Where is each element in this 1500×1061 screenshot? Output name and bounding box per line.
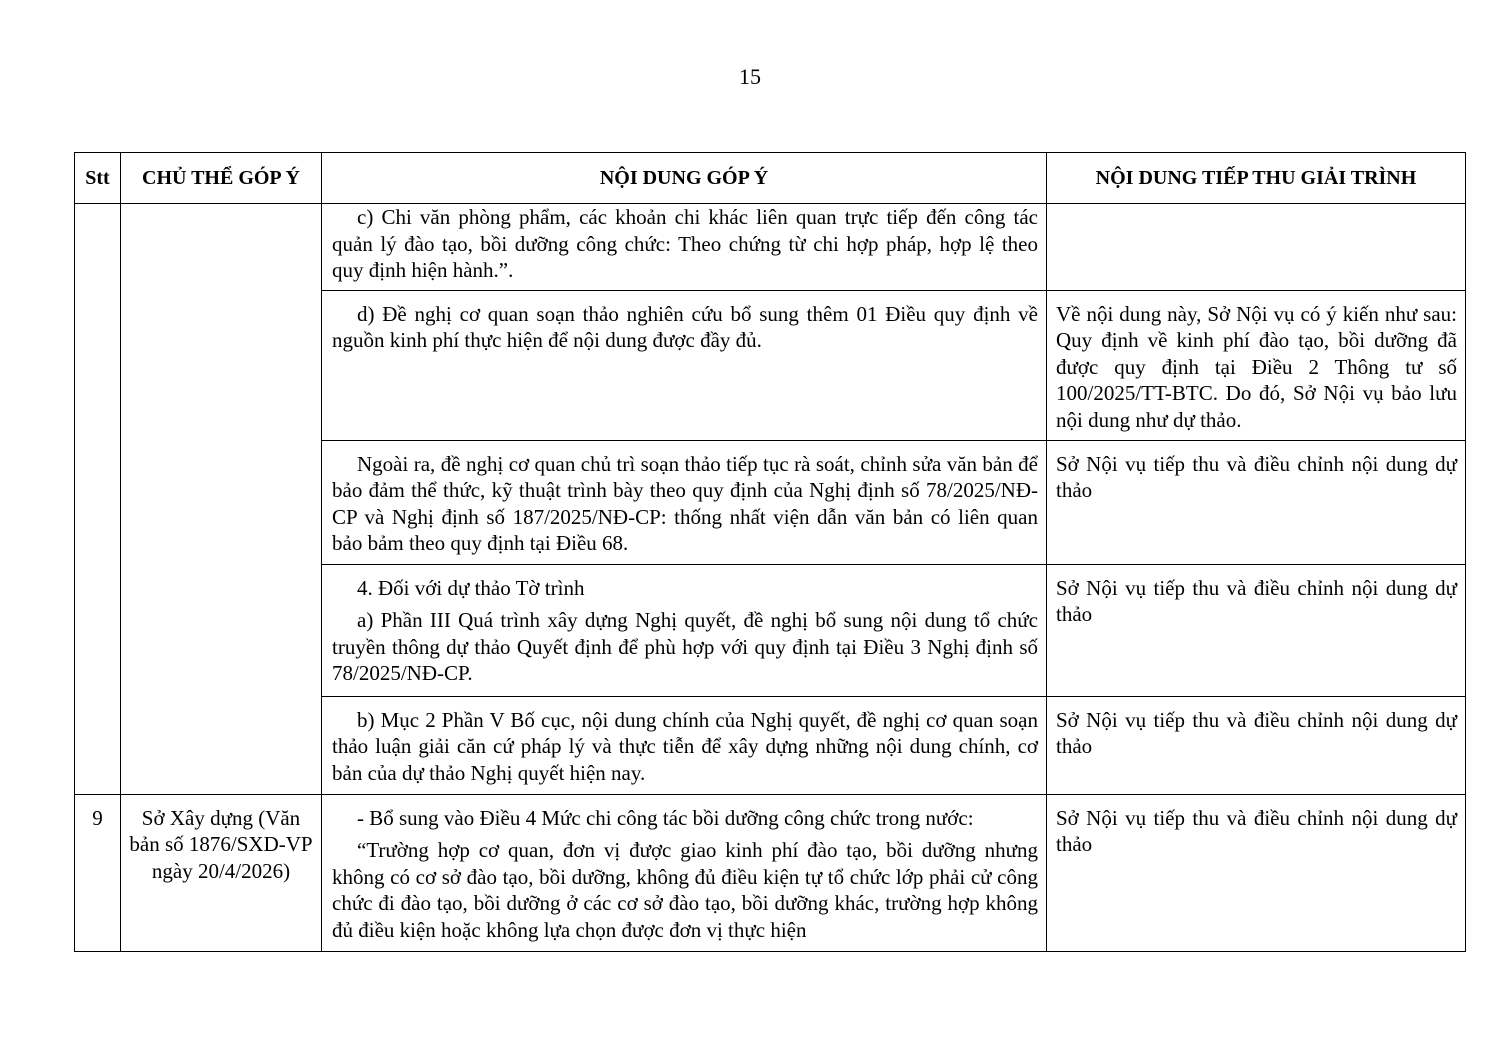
content-cell bbox=[322, 564, 1047, 696]
response-cell bbox=[1047, 440, 1466, 564]
response-cell bbox=[1047, 794, 1466, 951]
content-cell bbox=[322, 696, 1047, 794]
content-cell bbox=[322, 440, 1047, 564]
header-response: NỘI DUNG TIẾP THU GIẢI TRÌNH bbox=[1047, 153, 1466, 204]
response-text: Sở Nội vụ tiếp thu và điều chỉnh nội dung dự thảo bbox=[1056, 805, 1457, 856]
feedback-table bbox=[74, 152, 1466, 952]
response-text: Sở Nội vụ tiếp thu và điều chỉnh nội dung dự thảo bbox=[1056, 575, 1457, 626]
stt-cell-continued bbox=[75, 204, 121, 795]
response-text: Về nội dung này, Sở Nội vụ có ý kiến như sau: Quy định về kinh phí đào tạo, bồi dưỡng đã được quy định tại Điều 2 Thông tư số 100/2025/TT-BTC. Do đó, Sở Nội vụ bảo lưu nội dung như dự thảo. bbox=[1056, 301, 1457, 432]
content-clip bbox=[332, 805, 1038, 945]
content-paragraph: c) Chi văn phòng phẩm, các khoản chi khác liên quan trực tiếp đến công tác quản lý đào tạo, bồi dưỡng công chức: Theo chứng từ chi hợp pháp, hợp lệ theo quy định hiện hành.”. bbox=[332, 205, 1038, 282]
header-stt: Stt bbox=[75, 153, 121, 204]
table-row bbox=[75, 204, 1466, 291]
response-cell bbox=[1047, 204, 1466, 291]
response-cell bbox=[1047, 564, 1466, 696]
stt-cell: 9 bbox=[75, 794, 121, 951]
content-paragraph: d) Đề nghị cơ quan soạn thảo nghiên cứu bổ sung thêm 01 Điều quy định về nguồn kinh phí thực hiện để nội dung được đầy đủ. bbox=[332, 301, 1038, 352]
response-text: Sở Nội vụ tiếp thu và điều chỉnh nội dung dự thảo bbox=[1056, 707, 1457, 758]
header-content: NỘI DUNG GÓP Ý bbox=[322, 153, 1047, 204]
page-number: 15 bbox=[739, 64, 761, 89]
content-paragraph: b) Mục 2 Phần V Bố cục, nội dung chính của Nghị quyết, đề nghị cơ quan soạn thảo luận giải căn cứ pháp lý và thực tiễn để xây dựng những nội dung chính, cơ bản của dự thảo Nghị quyết hiện nay. bbox=[332, 707, 1038, 785]
content-paragraph: - Bổ sung vào Điều 4 Mức chi công tác bồi dưỡng công chức trong nước: bbox=[357, 805, 974, 830]
content-paragraph: Ngoài ra, đề nghị cơ quan chủ trì soạn thảo tiếp tục rà soát, chỉnh sửa văn bản để bảo đảm thể thức, kỹ thuật trình bày theo quy định của Nghị định số 78/2025/NĐ-CP và Nghị định số 187/2025/NĐ-CP: thống nhất viện dẫn văn bản có liên quan bảo bảm theo quy định tại Điều 68. bbox=[332, 451, 1038, 555]
content-cell bbox=[322, 204, 1047, 291]
content-paragraph: 4. Đối với dự thảo Tờ trình bbox=[357, 575, 585, 600]
content-cell bbox=[322, 794, 1047, 951]
response-text: Sở Nội vụ tiếp thu và điều chỉnh nội dung dự thảo bbox=[1056, 451, 1457, 502]
content-cell bbox=[322, 290, 1047, 440]
table-row bbox=[75, 794, 1466, 951]
table-header-row bbox=[75, 153, 1466, 204]
subject-cell: Sở Xây dựng (Văn bản số 1876/SXD-VP ngày 20/4/2026) bbox=[121, 794, 322, 951]
response-cell bbox=[1047, 290, 1466, 440]
response-cell bbox=[1047, 696, 1466, 794]
content-paragraph: a) Phần III Quá trình xây dựng Nghị quyết, đề nghị bổ sung nội dung tổ chức truyền thông dự thảo Quyết định để phù hợp với quy định tại Điều 3 Nghị định số 78/2025/NĐ-CP. bbox=[332, 608, 1038, 685]
header-subject: CHỦ THỂ GÓP Ý bbox=[121, 153, 322, 204]
subject-cell-continued bbox=[121, 204, 322, 795]
content-paragraph: “Trường hợp cơ quan, đơn vị được giao kinh phí đào tạo, bồi dưỡng nhưng không có cơ sở đào tạo, bồi dưỡng, không đủ điều kiện tự tổ chức lớp phải cử công chức đi đào tạo, bồi dưỡng ở các cơ sở đào tạo, bồi dưỡng khác, trường hợp không đủ điều kiện hoặc không lựa chọn được đơn vị thực hiện bbox=[332, 838, 1038, 942]
